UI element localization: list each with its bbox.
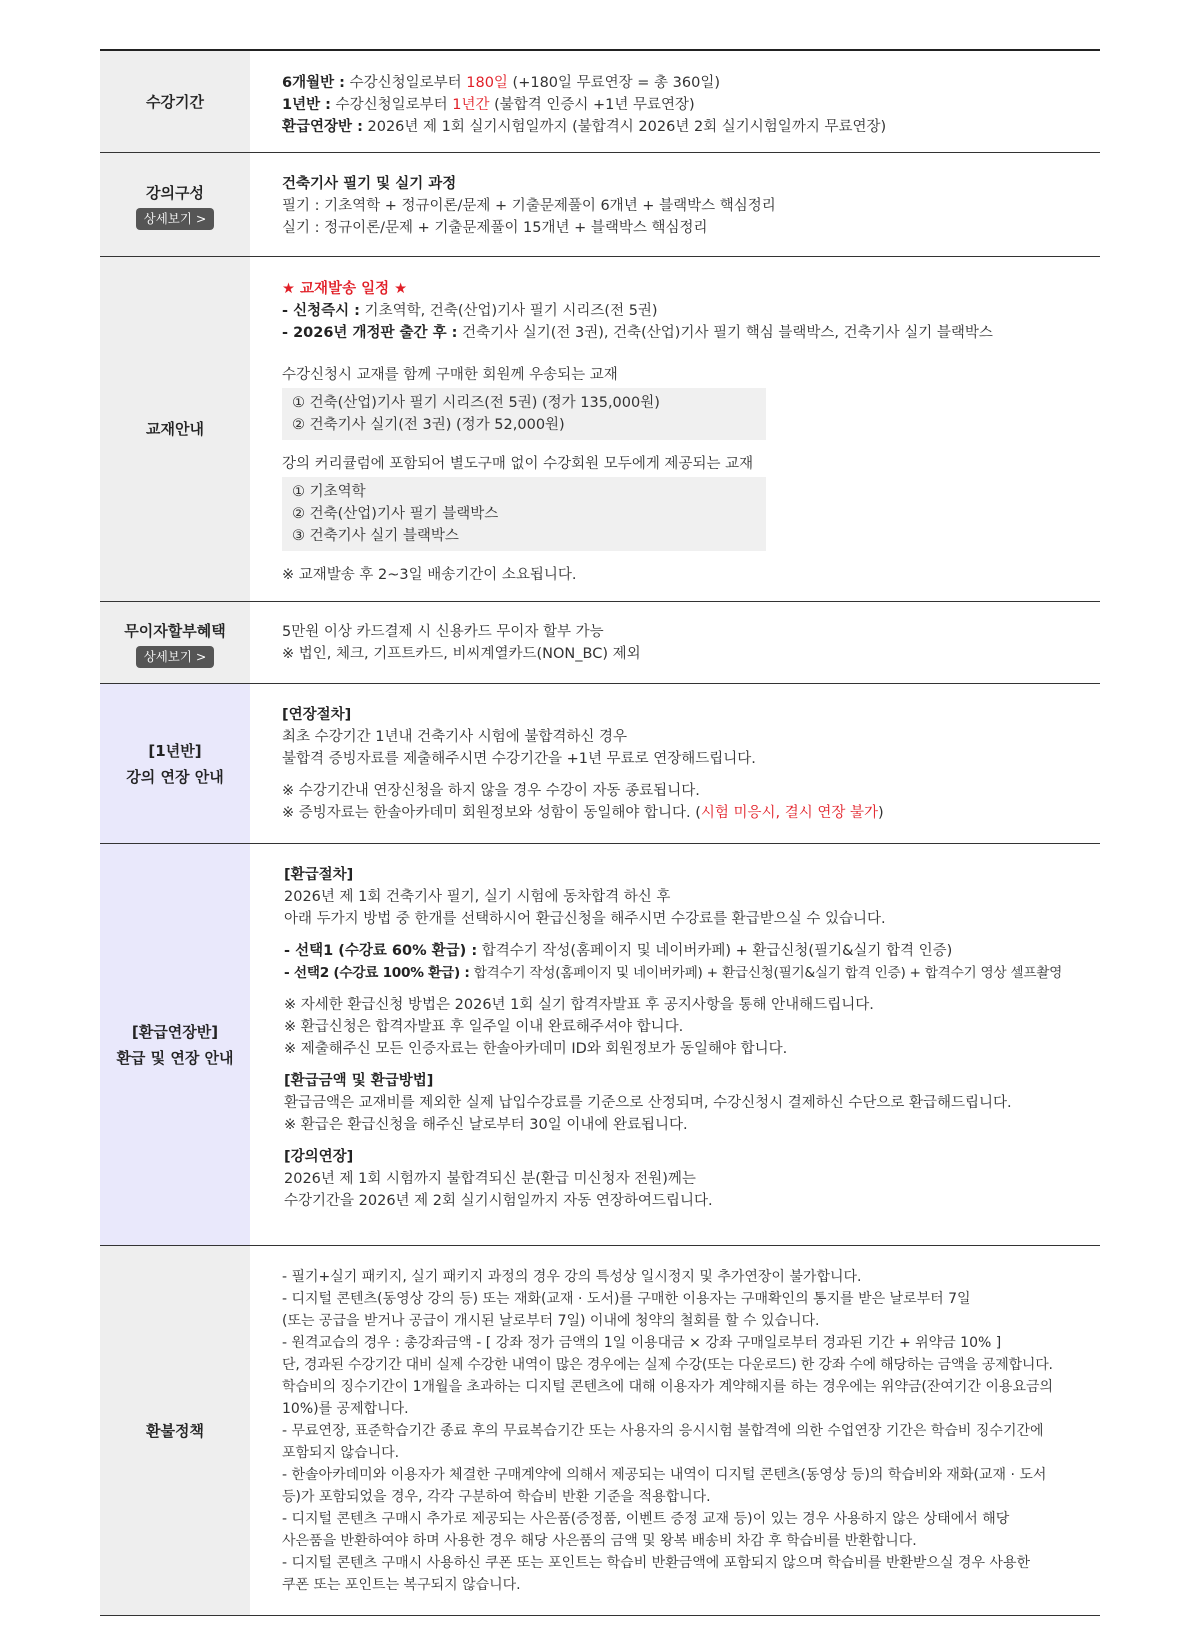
header-textbook — [100, 257, 250, 601]
header-extension-label-2: 강의 연장 안내 — [126, 767, 224, 786]
header-extension — [100, 684, 250, 843]
refund-policy-line: 포함되지 않습니다. — [282, 1445, 400, 1461]
textbook-purchase-box — [282, 388, 766, 440]
extension-line-2: 불합격 증빙자료를 제출해주시면 수강기간을 +1년 무료로 연장해드립니다. — [282, 751, 756, 767]
refund-option-1-text: 합격수기 작성(홈페이지 및 네이버카페) + 환급신청(필기&실기 합격 인증) — [477, 943, 953, 959]
period-1year-pre: 수강신청일로부터 — [330, 97, 453, 113]
textbook-included-item: ② 건축(산업)기사 필기 블랙박스 — [292, 506, 499, 522]
refund-option-1-label: - 선택1 (수강료 60% 환급) : — [284, 943, 478, 959]
composition-detail-button[interactable]: 상세보기 > — [136, 208, 215, 230]
textbook-delivery-note: ※ 교재발송 후 2~3일 배송기간이 소요됩니다. — [282, 567, 577, 583]
refund-policy-line: - 디지털 콘텐츠 구매시 추가로 제공되는 사은품(증정품, 이벤트 증정 교재 등)이 있는 경우 사용하지 않은 상태에서 해당 — [282, 1511, 1010, 1527]
refund-policy-line: 학습비의 징수기간이 1개월을 초과하는 디지털 콘텐츠에 대해 이용자가 계약해지를 하는 경우에는 위약금(잔여기간 이용요금의 — [282, 1379, 1054, 1395]
header-textbook-label: 교재안내 — [146, 420, 204, 438]
installment-line-1: 5만원 이상 카드결제 시 신용카드 무이자 할부 가능 — [282, 624, 604, 640]
header-installment-label: 무이자할부혜택 — [124, 621, 226, 640]
period-6month-days: 180일 — [466, 75, 508, 91]
row-extension — [100, 684, 1100, 844]
header-refund-extension-label-1: [환급연장반] — [131, 1022, 219, 1041]
textbook-schedule-1-label: - 신청즉시 : — [282, 303, 360, 319]
refund-policy-line: - 필기+실기 패키지, 실기 패키지 과정의 경우 강의 특성상 일시정지 및 추가연장이 불가합니다. — [282, 1269, 862, 1285]
refund-policy-line: - 무료연장, 표준학습기간 종료 후의 무료복습기간 또는 사용자의 응시시험 불합격에 의한 수업연장 기간은 학습비 징수기간에 — [282, 1423, 1044, 1439]
textbook-schedule-2 — [282, 322, 1100, 344]
period-refund-label: 환급연장반 : — [282, 119, 363, 135]
textbook-included-title: 강의 커리큘럼에 포함되어 별도구매 없이 수강회원 모두에게 제공되는 교재 — [282, 456, 754, 472]
installment-line-2: ※ 법인, 체크, 기프트카드, 비씨계열카드(NON_BC) 제외 — [282, 646, 641, 662]
extension-note-2-post: ) — [877, 805, 884, 821]
refund-policy-content — [250, 1246, 1100, 1615]
header-composition-label: 강의구성 — [146, 183, 204, 202]
period-6month-post: (+180일 무료연장 = 총 360일) — [507, 75, 720, 91]
refund-option-1 — [284, 940, 1100, 962]
installment-content — [250, 602, 1100, 683]
refund-amount-line: 환급금액은 교재비를 제외한 실제 납입수강료를 기준으로 산정되며, 수강신청시 결제하신 수단으로 환급해드립니다. — [284, 1095, 1012, 1111]
refund-extension-content — [250, 844, 1100, 1245]
textbook-content — [250, 257, 1100, 601]
refund-policy-line: (또는 공급을 받거나 공급이 개시된 날로부터 7일) 이내에 청약의 철회를 할 수 있습니다. — [282, 1313, 820, 1329]
period-1year-duration: 1년간 — [452, 97, 490, 113]
extension-note-2 — [282, 802, 1100, 824]
header-extension-label-1: [1년반] — [148, 741, 202, 760]
composition-content — [250, 153, 1100, 256]
textbook-schedule-title: ★ 교재발송 일정 ★ — [282, 281, 408, 297]
refund-amount-note: ※ 환급은 환급신청을 해주신 날로부터 30일 이내에 완료됩니다. — [284, 1117, 688, 1133]
period-6month-pre: 수강신청일로부터 — [344, 75, 467, 91]
header-refund-policy — [100, 1246, 250, 1615]
row-refund-extension — [100, 844, 1100, 1246]
refund-policy-line: 쿠폰 또는 포인트는 복구되지 않습니다. — [282, 1577, 521, 1593]
period-content — [250, 51, 1100, 152]
period-1year-label: 1년반 : — [282, 97, 331, 113]
composition-practical: 실기 : 정규이론/문제 + 기출문제풀이 15개년 + 블랙박스 핵심정리 — [282, 220, 708, 236]
textbook-schedule-2-text: 건축기사 실기(전 3권), 건축(산업)기사 필기 핵심 블랙박스, 건축기사 실기 블랙박스 — [457, 325, 993, 341]
period-6month — [282, 72, 1100, 94]
header-composition — [100, 153, 250, 256]
extension-line-1: 최초 수강기간 1년내 건축기사 시험에 불합격하신 경우 — [282, 729, 628, 745]
extension-content — [250, 684, 1100, 843]
textbook-purchase-item: ② 건축기사 실기(전 3권) (정가 52,000원) — [292, 417, 565, 433]
composition-written: 필기 : 기초역학 + 정규이론/문제 + 기출문제풀이 6개년 + 블랙박스 핵심정리 — [282, 198, 776, 214]
refund-option-2-text: 합격수기 작성(홈페이지 및 네이버카페) + 환급신청(필기&실기 합격 인증) + 합격수기 영상 셀프촬영 — [469, 965, 1063, 981]
refund-procedure-line-1: 2026년 제 1회 건축기사 필기, 실기 시험에 동차합격 하신 후 — [284, 889, 671, 905]
extension-heading: [연장절차] — [282, 707, 352, 723]
period-refund-text: 2026년 제 1회 실기시험일까지 (불합격시 2026년 2회 실기시험일까지 무료연장) — [362, 119, 887, 135]
header-period — [100, 51, 250, 152]
textbook-schedule-1 — [282, 300, 1100, 322]
refund-note-1: ※ 자세한 환급신청 방법은 2026년 1회 실기 합격자발표 후 공지사항을 통해 안내해드립니다. — [284, 997, 874, 1013]
refund-note-3: ※ 제출해주신 모든 인증자료는 한솔아카데미 ID와 회원정보가 동일해야 합니다. — [284, 1041, 788, 1057]
refund-policy-line: 등)가 포함되었을 경우, 각각 구분하여 학습비 반환 기준을 적용합니다. — [282, 1489, 711, 1505]
extension-note-1: ※ 수강기간내 연장신청을 하지 않을 경우 수강이 자동 종료됩니다. — [282, 783, 700, 799]
period-refund — [282, 116, 1100, 138]
refund-lecture-extension-line-2: 수강기간을 2026년 제 2회 실기시험일까지 자동 연장하여드립니다. — [284, 1193, 713, 1209]
course-info-table — [100, 49, 1100, 1616]
extension-note-2-warning: 시험 미응시, 결시 연장 불가 — [700, 805, 878, 821]
refund-amount-heading: [환급금액 및 환급방법] — [284, 1073, 434, 1089]
textbook-schedule-2-label: - 2026년 개정판 출간 후 : — [282, 325, 458, 341]
refund-option-2-label: - 선택2 (수강료 100% 환급) : — [284, 965, 470, 981]
refund-policy-line: - 한솔아카데미와 이용자가 체결한 구매계약에 의해서 제공되는 내역이 디지털 콘텐츠(동영상 등)의 학습비와 재화(교재 · 도서 — [282, 1467, 1047, 1483]
period-1year-post: (불합격 인증시 +1년 무료연장) — [489, 97, 695, 113]
row-installment — [100, 602, 1100, 684]
header-refund-extension — [100, 844, 250, 1245]
textbook-included-item: ③ 건축기사 실기 블랙박스 — [292, 528, 459, 544]
refund-policy-line: - 디지털 콘텐츠(동영상 강의 등) 또는 재화(교재 · 도서)를 구매한 이용자는 구매확인의 통지를 받은 날로부터 7일 — [282, 1291, 971, 1307]
refund-note-2: ※ 환급신청은 합격자발표 후 일주일 이내 완료해주셔야 합니다. — [284, 1019, 684, 1035]
refund-option-2 — [284, 962, 1100, 984]
period-6month-label: 6개월반 : — [282, 75, 345, 91]
textbook-included-item: ① 기초역학 — [292, 484, 366, 500]
textbook-schedule-1-text: 기초역학, 건축(산업)기사 필기 시리즈(전 5권) — [359, 303, 658, 319]
refund-policy-line: - 디지털 콘텐츠 구매시 사용하신 쿠폰 또는 포인트는 학습비 반환금액에 포함되지 않으며 학습비를 반환받으실 경우 사용한 — [282, 1555, 1031, 1571]
textbook-purchase-item: ① 건축(산업)기사 필기 시리즈(전 5권) (정가 135,000원) — [292, 395, 660, 411]
row-composition — [100, 153, 1100, 257]
row-period — [100, 51, 1100, 153]
installment-detail-button[interactable]: 상세보기 > — [136, 646, 215, 668]
header-period-label: 수강기간 — [146, 92, 204, 111]
row-textbook — [100, 257, 1100, 602]
refund-procedure-heading: [환급절차] — [284, 867, 354, 883]
header-refund-policy-label: 환불정책 — [146, 1421, 204, 1440]
row-refund-policy — [100, 1246, 1100, 1616]
period-1year — [282, 94, 1100, 116]
composition-heading: 건축기사 필기 및 실기 과정 — [282, 176, 457, 192]
refund-policy-line: - 원격교습의 경우 : 총강좌금액 - [ 강좌 정가 금액의 1일 이용대금 × 강좌 구매일로부터 경과된 기간 + 위약금 10% ] — [282, 1335, 1002, 1351]
refund-policy-line: 사은품을 반환하여야 하며 사용한 경우 해당 사은품의 금액 및 왕복 배송비 차감 후 학습비를 반환합니다. — [282, 1533, 917, 1549]
textbook-included-box — [282, 477, 766, 551]
refund-lecture-extension-line-1: 2026년 제 1회 시험까지 불합격되신 분(환급 미신청자 전원)께는 — [284, 1171, 696, 1187]
header-installment — [100, 602, 250, 683]
header-refund-extension-label-2: 환급 및 연장 안내 — [116, 1048, 234, 1067]
refund-policy-line: 단, 경과된 수강기간 대비 실제 수강한 내역이 많은 경우에는 실제 수강(또는 다운로드) 한 강좌 수에 해당하는 금액을 공제합니다. — [282, 1357, 1053, 1373]
refund-lecture-extension-heading: [강의연장] — [284, 1149, 354, 1165]
textbook-purchase-title: 수강신청시 교재를 함께 구매한 회원께 우송되는 교재 — [282, 367, 618, 383]
refund-policy-line: 10%)를 공제합니다. — [282, 1401, 409, 1417]
refund-procedure-line-2: 아래 두가지 방법 중 한개를 선택하시어 환급신청을 해주시면 수강료를 환급받으실 수 있습니다. — [284, 911, 886, 927]
extension-note-2-pre: ※ 증빙자료는 한솔아카데미 회원정보와 성함이 동일해야 합니다. ( — [282, 805, 701, 821]
